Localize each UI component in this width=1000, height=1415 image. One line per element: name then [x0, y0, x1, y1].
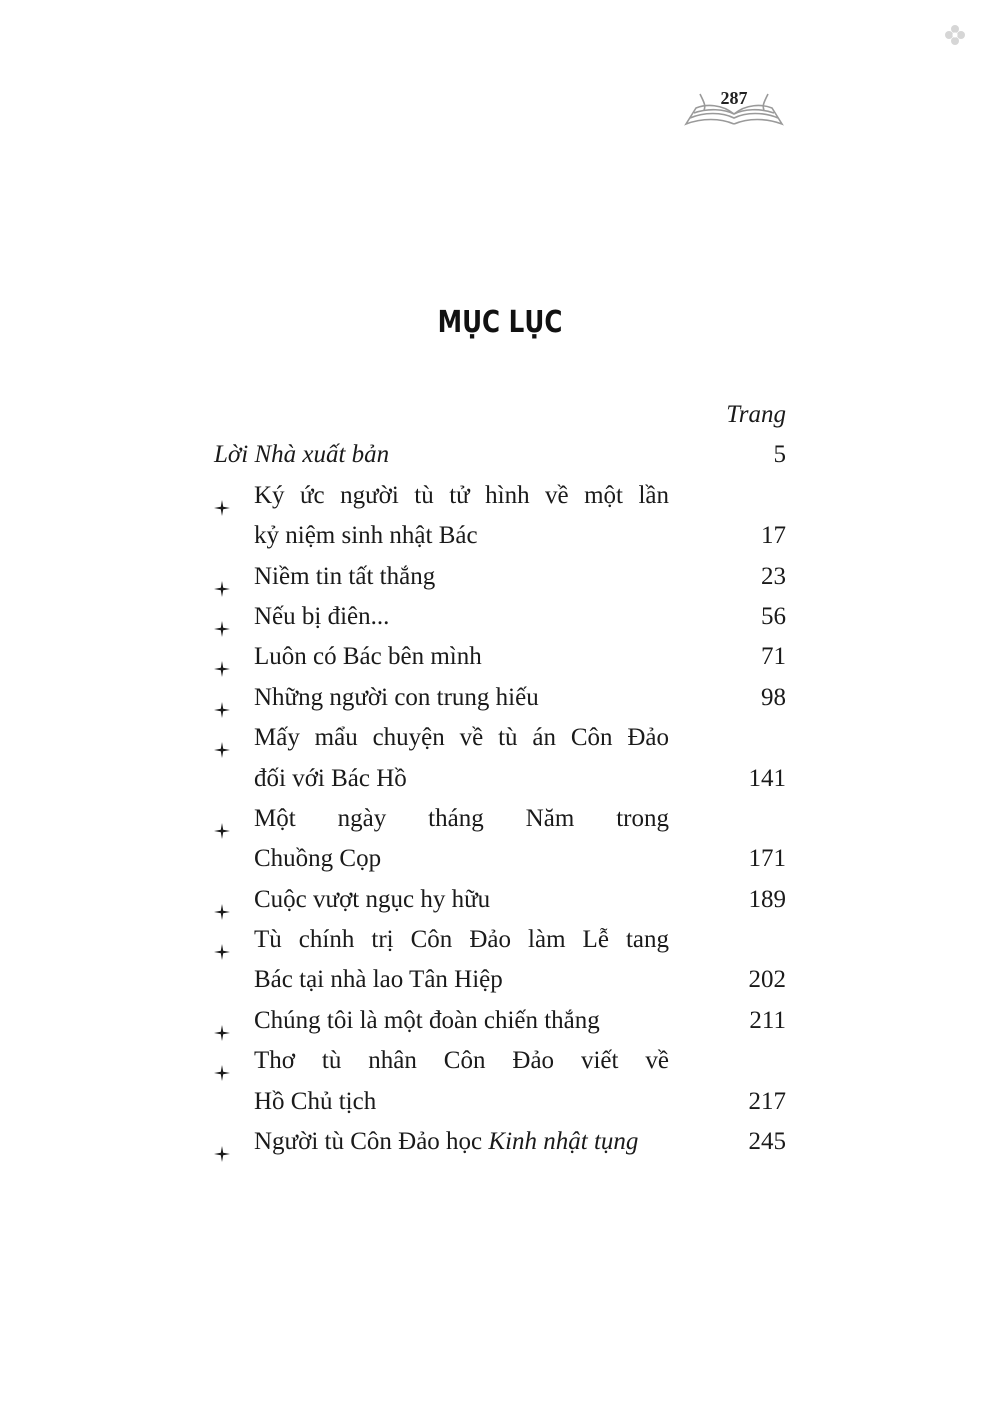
toc-entry-title: Những người con trung hiếu — [254, 683, 539, 711]
toc-entry-title-line2: Chuồng Cọp — [254, 845, 382, 873]
star-bullet-icon — [214, 731, 230, 747]
toc-entries — [214, 476, 786, 1163]
toc-entry-title-line2: kỷ niệm sinh nhật Bác — [254, 522, 478, 550]
toc-entry-row — [214, 1001, 786, 1041]
toc-page-number: 98 — [761, 683, 786, 711]
toc-page-number: 17 — [761, 522, 786, 550]
star-bullet-icon — [214, 933, 230, 949]
toc-entry-row — [214, 880, 786, 920]
toc-entry-title: Mấy mẩu chuyện về tù án Côn Đảo — [254, 724, 669, 752]
toc-entry-row — [214, 678, 786, 718]
toc-page-number: 141 — [748, 764, 786, 792]
toc-page-number: 56 — [761, 602, 786, 630]
toc-entry-title: Tù chính trị Côn Đảo làm Lễ tang — [254, 926, 669, 954]
toc-entry-row — [214, 1122, 786, 1162]
toc-entry-row-continuation — [214, 516, 786, 556]
star-bullet-icon — [214, 691, 230, 707]
toc-entry-row — [214, 637, 786, 677]
toc-entry-row-continuation — [214, 1082, 786, 1122]
toc-page-number: 23 — [761, 562, 786, 590]
toc-entry-row-continuation — [214, 839, 786, 879]
toc-page-number: 245 — [748, 1128, 786, 1156]
toc-entry-title-plain: Người tù Côn Đảo học — [254, 1128, 489, 1156]
toc-entry-title-line2: Hồ Chủ tịch — [254, 1087, 377, 1115]
toc-entry-title: Lời Nhà xuất bản — [214, 441, 390, 469]
page-header — [684, 84, 784, 130]
toc-page-number: 171 — [748, 845, 786, 873]
toc-entry-title: Nếu bị điên... — [254, 602, 390, 630]
toc-entry-row — [214, 597, 786, 637]
toc-entry-row — [214, 920, 786, 960]
toc-entry-title: Luôn có Bác bên mình — [254, 643, 482, 671]
toc-entry-row — [214, 718, 786, 758]
toc-entry-row-continuation — [214, 759, 786, 799]
star-bullet-icon — [214, 650, 230, 666]
toc-entry-title-line2: Bác tại nhà lao Tân Hiệp — [254, 966, 503, 994]
toc-entry-title: Thơ tù nhân Côn Đảo viết về — [254, 1047, 669, 1075]
page-number: 287 — [720, 88, 748, 108]
toc-entry-title: Niềm tin tất thắng — [254, 562, 436, 590]
toc-page-number: 202 — [748, 966, 786, 994]
page-title: MỤC LỤC — [437, 305, 563, 340]
toc-entry-row — [214, 557, 786, 597]
star-bullet-icon — [214, 1054, 230, 1070]
toc-entry-title: Cuộc vượt ngục hy hữu — [254, 885, 491, 913]
star-bullet-icon — [214, 812, 230, 828]
toc-entry-row — [214, 476, 786, 516]
star-bullet-icon — [214, 1014, 230, 1030]
toc-page-number: 189 — [748, 885, 786, 913]
toc-entry-title-line2: đối với Bác Hồ — [254, 764, 407, 792]
toc-page-number: 5 — [773, 441, 786, 469]
toc-entry-title: Một ngày tháng Năm trong — [254, 804, 669, 832]
toc-intro-row — [214, 435, 786, 475]
toc-entry-title — [254, 1122, 669, 1162]
corner-flower-icon — [944, 24, 966, 46]
star-bullet-icon — [214, 1135, 230, 1151]
toc-page-number: 211 — [749, 1006, 786, 1034]
toc-page-number: 71 — [761, 643, 786, 671]
star-bullet-icon — [214, 610, 230, 626]
page-column-label: Trang — [726, 401, 786, 428]
star-bullet-icon — [214, 893, 230, 909]
toc-entry-row-continuation — [214, 960, 786, 1000]
star-bullet-icon — [214, 570, 230, 586]
toc-entry-title: Chúng tôi là một đoàn chiến thắng — [254, 1006, 600, 1034]
toc-page-number: 217 — [748, 1087, 786, 1115]
toc-entry-row — [214, 1041, 786, 1081]
toc-entry-title-italic: Kinh nhật tụng — [488, 1128, 639, 1156]
toc-entry-title: Ký ức người tù tử hình về một lần — [254, 481, 669, 509]
table-of-contents — [214, 395, 786, 1162]
star-bullet-icon — [214, 489, 230, 505]
toc-entry-row — [214, 799, 786, 839]
